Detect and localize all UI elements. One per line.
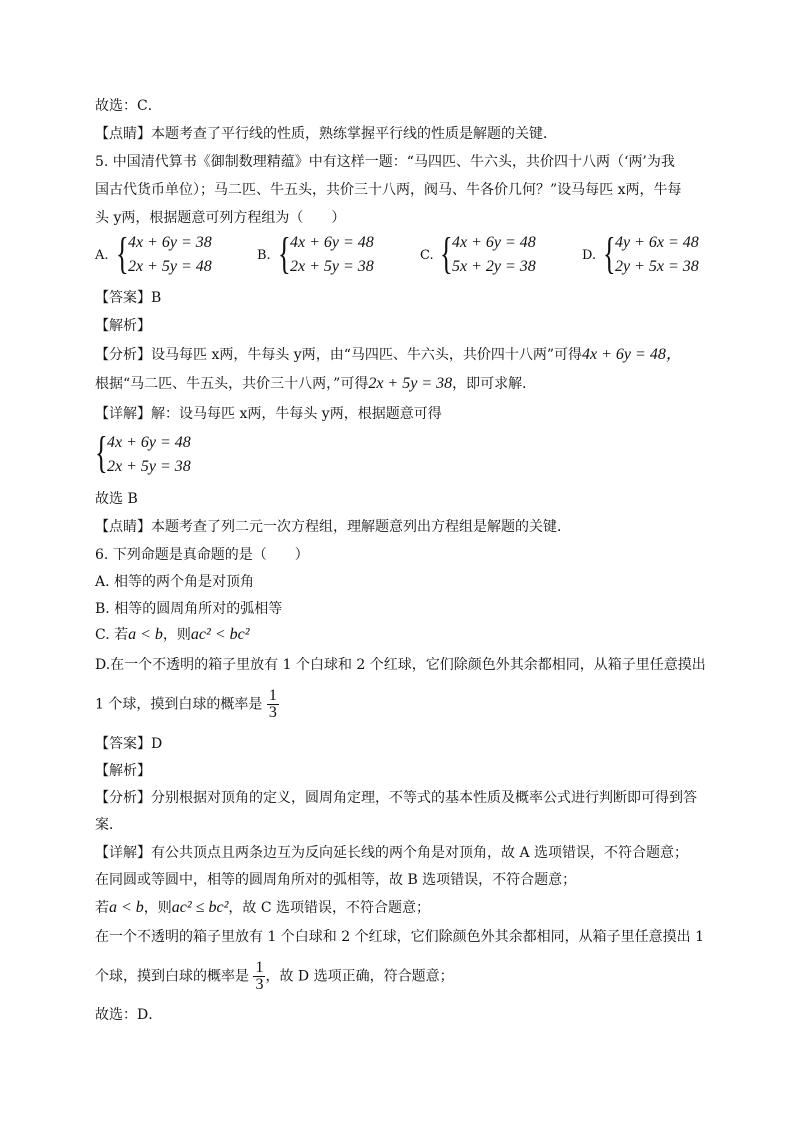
d6c-4: ac² ≤ bc² — [171, 899, 229, 916]
option-c-label: C. — [420, 248, 434, 263]
analysis-6-heading: 【解析】 — [95, 763, 151, 779]
analysis-5-line2 — [95, 375, 536, 393]
option-a-eq2: 2x + 5y = 48 — [128, 258, 212, 275]
analysis-5-eq: 4x + 6y = 48， — [582, 346, 682, 363]
question-6: 6. 下列命题是真命题的是（ ） — [95, 547, 309, 563]
detail-5-line: 【详解】解：设马每匹 x两，牛每头 y两，根据题意可得 — [95, 406, 442, 422]
d6c-5: ，故 C 选项错误，不符合题意； — [228, 900, 430, 916]
option-b-eq2: 2x + 5y = 38 — [290, 258, 374, 275]
d6c-2: a < b — [109, 899, 144, 916]
analysis-6-line2: 案． — [95, 817, 123, 833]
fraction-one-third: $\frac{1}{3}$ — [268, 687, 277, 721]
option-d-label: D. — [582, 248, 597, 263]
question-6-option-d-line1: D.在一个不透明的箱子里放有 1 个白球和 2 个红球，它们除颜色外其余都相同，从箱子里任意摸出 — [95, 657, 706, 673]
analysis-5-line1 — [95, 346, 682, 364]
question-5-line3: 头 y两，根据题意可列方程组为（ ） — [95, 210, 346, 226]
analysis-5-eq2: 2x + 5y = 38 — [368, 375, 453, 392]
option-b-label: B. — [257, 248, 271, 263]
option-a-brace: { — [116, 229, 129, 278]
question-6-option-c — [95, 626, 250, 644]
option-b-eq1: 4x + 6y = 48 — [290, 234, 374, 251]
question-6-option-d-line2 — [95, 688, 279, 721]
option-d-brace: { — [603, 229, 616, 278]
detail-5-eq1: 4x + 6y = 48 — [107, 434, 191, 451]
analysis-5-text2: 根据“马二匹、牛五头，共价三十八两，”可得 — [95, 376, 369, 392]
option-a-eq1: 4x + 6y = 38 — [128, 234, 212, 251]
analysis-6-line1: 【分析】分别根据对顶角的定义，圆周角定理，不等式的基本性质及概率公式进行判断即可得到答 — [95, 790, 697, 806]
option-d-eq1: 4y + 6x = 48 — [615, 234, 699, 251]
analysis-5-heading: 【解析】 — [95, 318, 151, 334]
question-5-line2: 国古代货币单位）；马二匹、牛五头，共价三十八两，阀马、牛各价几何？”设马每匹 x两，牛每 — [95, 182, 682, 198]
d6e-1: 个球，摸到白球的概率是 — [95, 968, 249, 985]
option-c-eq1: 4x + 6y = 48 — [452, 234, 536, 251]
option-c-brace: { — [440, 229, 453, 278]
question-5-line1: 5. 中国清代算书《御制数理精蕴》中有这样一题：“马四匹、牛六头，共价四十八两（‘两’为我 — [95, 154, 675, 170]
conclusion-5: 故选 B — [95, 491, 138, 507]
detail-6-line5 — [95, 960, 454, 993]
detail-6-line1: 【详解】有公共顶点且两条边互为反向延长线的两个角是对顶角，故 A 选项错误，不符合题意； — [95, 845, 689, 861]
option-a-label: A. — [95, 248, 109, 263]
option-c-eq2: 5x + 2y = 38 — [452, 258, 536, 275]
detail-6-line3 — [95, 899, 430, 917]
detail-6-line2: 在同圆或等圆中，相等的圆周角所对的弧相等，故 B 选项错误，不符合题意； — [95, 872, 577, 888]
conclusion-6: 故选：D． — [95, 1007, 163, 1023]
line-comment: 【点睛】本题考查了平行线的性质，熟练掌握平行线的性质是解题的关键． — [95, 126, 557, 142]
question-6-option-b: B. 相等的圆周角所对的弧相等 — [95, 601, 283, 617]
q6c-mid: ，则 — [162, 627, 191, 643]
comment-5: 【点睛】本题考查了列二元一次方程组，理解题意列出方程组是解题的关键． — [95, 519, 571, 535]
analysis-5-text: 【分析】设马每匹 x两，牛每头 y两，由“马四匹、牛六头，共价四十八两”可得 — [95, 347, 583, 363]
fraction-one-third-2: $\frac{1}{3}$ — [255, 959, 264, 993]
detail-6-line4: 在一个不透明的箱子里放有 1 个白球和 2 个红球，它们除颜色外其余都相同，从箱子里任意摸出 1 — [95, 929, 704, 945]
question-6-option-a: A. 相等的两个角是对顶角 — [95, 574, 255, 590]
option-d-eq2: 2y + 5x = 38 — [615, 258, 699, 275]
q6d-text: 1 个球，摸到白球的概率是 — [95, 696, 263, 713]
detail-5-eq2: 2x + 5y = 38 — [107, 458, 191, 475]
answer-6: 【答案】D — [95, 736, 163, 752]
d6c-3: ，则 — [143, 900, 172, 916]
d6c-1: 若 — [95, 900, 109, 916]
q6c-prefix: C. 若 — [95, 627, 129, 643]
answer-5: 【答案】B — [95, 290, 162, 306]
analysis-5-tail: ，即可求解． — [452, 376, 537, 392]
option-b-brace: { — [278, 229, 291, 278]
detail-5-brace: { — [95, 428, 108, 477]
d6e-2: ，故 D 选项正确，符合题意； — [265, 968, 454, 985]
q6c-result: ac² < bc² — [190, 626, 250, 643]
q6c-cond: a < b — [128, 626, 163, 643]
line-conclusion-c: 故选：C． — [95, 98, 162, 114]
